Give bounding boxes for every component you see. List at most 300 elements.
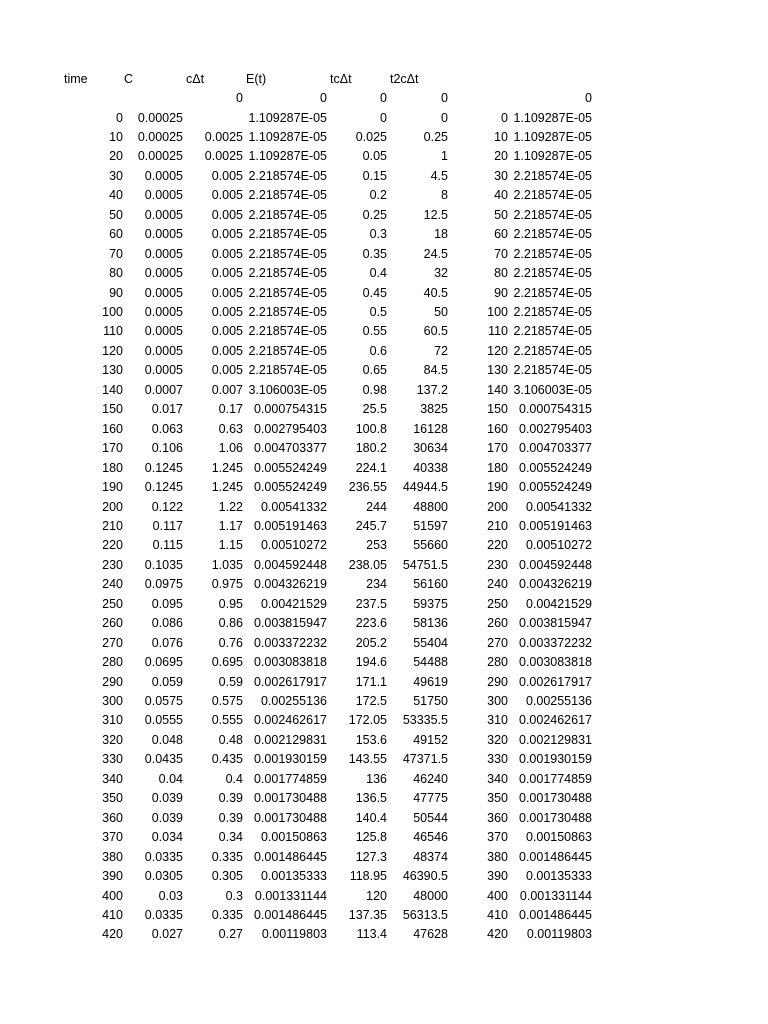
cell-cdt: 0.59 [218,675,243,689]
cell-t2cdt: 50544 [413,811,448,825]
cell-et: 0.004326219 [254,577,327,591]
cell-et: 0.005524249 [254,480,327,494]
cell-et: 0.001930159 [254,752,327,766]
cell-t2cdt: 54751.5 [402,558,448,572]
cell-time-2: 300 [487,694,508,708]
cell-time-2: 420 [487,927,508,941]
cell-et-2: 2.218574E-05 [513,208,592,222]
cell-et: 1.109287E-05 [248,111,327,125]
cell-time-2: 90 [494,286,508,300]
cell-t2cdt: 53335.5 [402,713,448,727]
cell-et-2: 2.218574E-05 [513,266,592,280]
header-cdt: cΔt [186,72,205,86]
cell-time-2: 240 [487,577,508,591]
zero-t2cdt: 0 [441,91,448,105]
cell-tcdt: 25.5 [362,402,387,416]
cell-time-2: 400 [487,889,508,903]
cell-et-2: 0.00119803 [526,927,592,941]
cell-c: 0.0005 [144,324,183,338]
cell-tcdt: 172.05 [348,713,387,727]
cell-et-2: 0.004592448 [519,558,592,572]
cell-tcdt: 237.5 [355,597,387,611]
cell-time: 50 [109,208,123,222]
cell-time-2: 210 [487,519,508,533]
cell-time: 210 [102,519,123,533]
cell-tcdt: 172.5 [355,694,387,708]
cell-t2cdt: 0 [441,111,448,125]
cell-tcdt: 244 [366,500,387,514]
cell-time-2: 220 [487,538,508,552]
cell-et-2: 0.004703377 [519,441,592,455]
cell-cdt: 0.0025 [204,130,243,144]
cell-et: 2.218574E-05 [248,363,327,377]
cell-et: 0.001730488 [254,811,327,825]
cell-t2cdt: 40.5 [423,286,448,300]
cell-et: 0.002462617 [254,713,327,727]
cell-c: 0.1245 [144,461,183,475]
cell-c: 0.039 [151,811,183,825]
cell-t2cdt: 3825 [420,402,448,416]
cell-tcdt: 205.2 [355,636,387,650]
cell-c: 0.00025 [137,111,183,125]
cell-time: 380 [102,850,123,864]
zero-tcdt: 0 [380,91,387,105]
cell-cdt: 1.245 [211,461,243,475]
cell-tcdt: 0.3 [369,227,387,241]
cell-t2cdt: 56160 [413,577,448,591]
cell-time: 340 [102,772,123,786]
cell-t2cdt: 59375 [413,597,448,611]
cell-et: 2.218574E-05 [248,286,327,300]
cell-time: 70 [109,247,123,261]
cell-t2cdt: 54488 [413,655,448,669]
cell-et: 0.001730488 [254,791,327,805]
cell-t2cdt: 49619 [413,675,448,689]
cell-et: 2.218574E-05 [248,247,327,261]
cell-cdt: 0.005 [211,324,243,338]
cell-tcdt: 140.4 [355,811,387,825]
cell-time-2: 340 [487,772,508,786]
cell-time: 300 [102,694,123,708]
cell-time-2: 130 [487,363,508,377]
cell-et: 2.218574E-05 [248,344,327,358]
cell-time-2: 270 [487,636,508,650]
cell-tcdt: 253 [366,538,387,552]
cell-et-2: 0.004326219 [519,577,592,591]
cell-tcdt: 113.4 [356,927,387,941]
cell-time-2: 370 [487,830,508,844]
cell-t2cdt: 84.5 [423,363,448,377]
cell-t2cdt: 16128 [413,422,448,436]
cell-et: 0.001486445 [254,908,327,922]
cell-tcdt: 0.35 [362,247,387,261]
cell-t2cdt: 50 [434,305,448,319]
cell-cdt: 0.005 [211,208,243,222]
cell-time-2: 50 [494,208,508,222]
cell-tcdt: 194.6 [355,655,387,669]
cell-cdt: 0.975 [211,577,243,591]
cell-time: 270 [102,636,123,650]
cell-et-2: 0.002462617 [519,713,592,727]
cell-time-2: 100 [487,305,508,319]
cell-c: 0.0305 [144,869,183,883]
cell-t2cdt: 55404 [413,636,448,650]
cell-et: 0.00119803 [261,927,327,941]
cell-t2cdt: 18 [434,227,448,241]
cell-et-2: 0.001930159 [519,752,592,766]
cell-tcdt: 0.65 [362,363,387,377]
cell-t2cdt: 48374 [413,850,448,864]
cell-t2cdt: 24.5 [423,247,448,261]
cell-et-2: 0.00421529 [525,597,592,611]
cell-t2cdt: 4.5 [430,169,448,183]
cell-et: 1.109287E-05 [248,149,327,163]
cell-c: 0.048 [151,733,183,747]
cell-et-2: 2.218574E-05 [513,344,592,358]
cell-c: 0.106 [151,441,183,455]
cell-cdt: 0.335 [211,908,243,922]
cell-cdt: 1.06 [218,441,243,455]
cell-time-2: 320 [487,733,508,747]
cell-et: 0.001331144 [254,889,327,903]
cell-c: 0.0005 [144,305,183,319]
cell-tcdt: 0.98 [362,383,387,397]
cell-t2cdt: 8 [441,188,448,202]
cell-tcdt: 120 [366,889,387,903]
cell-time-2: 330 [487,752,508,766]
cell-t2cdt: 47775 [413,791,448,805]
cell-c: 0.0005 [144,227,183,241]
cell-time: 150 [102,402,123,416]
cell-time: 240 [102,577,123,591]
cell-cdt: 0.005 [211,247,243,261]
cell-cdt: 0.555 [211,713,243,727]
cell-tcdt: 0.05 [362,149,387,163]
cell-tcdt: 236.55 [348,480,387,494]
zero-e2: 0 [585,91,592,105]
cell-et: 0.00135333 [260,869,327,883]
cell-et-2: 0.002129831 [519,733,592,747]
cell-tcdt: 0.15 [362,169,387,183]
cell-et: 1.109287E-05 [248,130,327,144]
cell-time: 160 [102,422,123,436]
cell-time-2: 250 [487,597,508,611]
cell-et-2: 0.00510272 [525,538,592,552]
cell-time: 390 [102,869,123,883]
cell-c: 0.0005 [144,247,183,261]
cell-et: 0.00510272 [260,538,327,552]
cell-time: 10 [109,130,123,144]
cell-cdt: 0.695 [211,655,243,669]
cell-et: 2.218574E-05 [248,324,327,338]
cell-t2cdt: 137.2 [416,383,448,397]
cell-et-2: 0.000754315 [519,402,592,416]
cell-time: 140 [102,383,123,397]
cell-et-2: 0.003815947 [519,616,592,630]
cell-cdt: 0.17 [218,402,243,416]
cell-et: 0.001486445 [254,850,327,864]
cell-time-2: 0 [501,111,508,125]
cell-cdt: 1.035 [211,558,243,572]
cell-t2cdt: 32 [434,266,448,280]
cell-c: 0.059 [151,675,183,689]
cell-tcdt: 0.025 [355,130,387,144]
cell-c: 0.034 [151,830,183,844]
cell-t2cdt: 0.25 [423,130,448,144]
cell-et: 0.005524249 [254,461,327,475]
cell-c: 0.00025 [137,149,183,163]
cell-c: 0.0005 [144,363,183,377]
cell-time: 360 [102,811,123,825]
cell-cdt: 1.245 [211,480,243,494]
cell-et-2: 0.003372232 [519,636,592,650]
cell-time: 410 [102,908,123,922]
cell-c: 0.03 [158,889,183,903]
cell-time: 420 [102,927,123,941]
cell-c: 0.04 [158,772,183,786]
cell-time-2: 380 [487,850,508,864]
cell-cdt: 0.76 [218,636,243,650]
cell-et: 3.106003E-05 [248,383,327,397]
cell-time-2: 20 [494,149,508,163]
cell-c: 0.0435 [144,752,183,766]
header-time: time [64,72,88,86]
cell-t2cdt: 46240 [413,772,448,786]
cell-time: 40 [109,188,123,202]
zero-cdt: 0 [236,91,243,105]
cell-et-2: 1.109287E-05 [513,130,592,144]
cell-time: 130 [102,363,123,377]
cell-tcdt: 0.4 [369,266,387,280]
cell-et: 0.003372232 [254,636,327,650]
cell-et: 0.00421529 [260,597,327,611]
cell-et-2: 2.218574E-05 [513,188,592,202]
cell-cdt: 0.3 [225,889,243,903]
cell-tcdt: 0.25 [362,208,387,222]
cell-t2cdt: 55660 [413,538,448,552]
cell-time-2: 180 [487,461,508,475]
cell-et-2: 0.003083818 [519,655,592,669]
cell-et-2: 0.005524249 [519,461,592,475]
cell-et: 0.00150863 [260,830,327,844]
cell-t2cdt: 72 [434,344,448,358]
cell-et: 0.003083818 [254,655,327,669]
cell-t2cdt: 47628 [413,927,448,941]
cell-c: 0.00025 [137,130,183,144]
cell-t2cdt: 51597 [413,519,448,533]
cell-cdt: 0.39 [218,791,243,805]
cell-et: 0.00541332 [260,500,327,514]
cell-cdt: 0.95 [218,597,243,611]
cell-cdt: 0.005 [211,266,243,280]
cell-tcdt: 224.1 [355,461,387,475]
cell-tcdt: 223.6 [355,616,387,630]
cell-cdt: 0.27 [218,927,243,941]
cell-et: 2.218574E-05 [248,169,327,183]
zero-et: 0 [320,91,327,105]
cell-c: 0.0335 [144,908,183,922]
cell-cdt: 0.005 [211,188,243,202]
cell-time: 400 [102,889,123,903]
cell-t2cdt: 58136 [413,616,448,630]
cell-t2cdt: 12.5 [423,208,448,222]
cell-c: 0.117 [152,519,183,533]
cell-et: 0.002617917 [254,675,327,689]
cell-et: 0.000754315 [254,402,327,416]
cell-c: 0.0975 [144,577,183,591]
cell-time: 100 [102,305,123,319]
cell-tcdt: 180.2 [355,441,387,455]
cell-c: 0.027 [151,927,183,941]
cell-et: 2.218574E-05 [248,208,327,222]
cell-tcdt: 245.7 [355,519,387,533]
cell-t2cdt: 46390.5 [402,869,448,883]
cell-cdt: 0.005 [211,227,243,241]
cell-tcdt: 127.3 [355,850,387,864]
cell-cdt: 0.005 [211,344,243,358]
cell-cdt: 0.39 [218,811,243,825]
cell-et: 2.218574E-05 [248,188,327,202]
cell-time-2: 120 [487,344,508,358]
cell-time-2: 310 [487,713,508,727]
cell-time: 60 [109,227,123,241]
header-c: C [124,72,134,86]
cell-c: 0.0005 [144,208,183,222]
cell-et: 0.001774859 [254,772,327,786]
cell-time: 260 [102,616,123,630]
cell-et: 0.00255136 [260,694,327,708]
cell-cdt: 1.22 [218,500,243,514]
cell-cdt: 0.005 [211,363,243,377]
cell-t2cdt: 48800 [413,500,448,514]
cell-time: 120 [102,344,123,358]
cell-et: 0.003815947 [254,616,327,630]
cell-time-2: 150 [487,402,508,416]
cell-tcdt: 137.35 [348,908,387,922]
cell-tcdt: 153.6 [355,733,387,747]
cell-time: 30 [109,169,123,183]
cell-cdt: 0.335 [211,850,243,864]
cell-time: 230 [102,558,123,572]
cell-et-2: 2.218574E-05 [513,305,592,319]
cell-et-2: 0.001730488 [519,811,592,825]
cell-time-2: 350 [487,791,508,805]
cell-cdt: 0.435 [211,752,243,766]
cell-time-2: 60 [494,227,508,241]
cell-time: 350 [102,791,123,805]
cell-c: 0.0695 [144,655,183,669]
cell-tcdt: 100.8 [355,422,387,436]
cell-tcdt: 171.1 [355,675,387,689]
cell-c: 0.017 [151,402,183,416]
cell-time: 320 [102,733,123,747]
cell-time-2: 140 [487,383,508,397]
cell-c: 0.039 [151,791,183,805]
cell-time: 80 [109,266,123,280]
cell-cdt: 0.48 [218,733,243,747]
cell-tcdt: 0 [380,111,387,125]
cell-et-2: 2.218574E-05 [513,324,592,338]
header-t2cdt: t2cΔt [390,72,419,86]
cell-cdt: 0.0025 [204,149,243,163]
cell-et-2: 0.00255136 [525,694,592,708]
cell-cdt: 0.005 [211,305,243,319]
cell-et-2: 0.00541332 [525,500,592,514]
cell-time-2: 40 [494,188,508,202]
cell-tcdt: 0.45 [362,286,387,300]
cell-tcdt: 136 [366,772,387,786]
cell-c: 0.115 [152,538,183,552]
cell-time-2: 410 [487,908,508,922]
cell-c: 0.1035 [144,558,183,572]
cell-et: 2.218574E-05 [248,266,327,280]
cell-tcdt: 0.55 [362,324,387,338]
cell-cdt: 0.005 [211,286,243,300]
cell-et: 0.005191463 [254,519,327,533]
cell-time: 280 [102,655,123,669]
cell-et: 2.218574E-05 [248,305,327,319]
cell-et-2: 2.218574E-05 [513,286,592,300]
cell-t2cdt: 40338 [413,461,448,475]
cell-et-2: 0.002617917 [519,675,592,689]
cell-c: 0.063 [151,422,183,436]
cell-c: 0.0005 [144,286,183,300]
cell-time: 330 [102,752,123,766]
cell-time: 20 [109,149,123,163]
cell-tcdt: 118.95 [349,869,387,883]
cell-time: 110 [103,324,123,338]
cell-et: 2.218574E-05 [248,227,327,241]
cell-t2cdt: 44944.5 [402,480,448,494]
cell-c: 0.0555 [144,713,183,727]
cell-time: 250 [102,597,123,611]
cell-tcdt: 238.05 [348,558,387,572]
cell-cdt: 0.005 [211,169,243,183]
cell-et-2: 1.109287E-05 [513,149,592,163]
cell-c: 0.0335 [144,850,183,864]
cell-et: 0.004592448 [254,558,327,572]
cell-et-2: 0.00150863 [525,830,592,844]
cell-t2cdt: 48000 [413,889,448,903]
cell-time: 200 [102,500,123,514]
cell-et-2: 1.109287E-05 [513,111,592,125]
cell-c: 0.1245 [144,480,183,494]
cell-c: 0.0005 [144,344,183,358]
cell-time-2: 230 [487,558,508,572]
cell-et-2: 0.002795403 [519,422,592,436]
cell-cdt: 0.4 [225,772,243,786]
cell-et: 0.002795403 [254,422,327,436]
cell-et-2: 2.218574E-05 [513,227,592,241]
cell-time-2: 390 [487,869,508,883]
cell-t2cdt: 47371.5 [402,752,448,766]
cell-cdt: 0.007 [211,383,243,397]
cell-tcdt: 136.5 [355,791,387,805]
cell-c: 0.0005 [144,169,183,183]
cell-cdt: 0.34 [218,830,243,844]
cell-c: 0.0575 [144,694,183,708]
cell-tcdt: 125.8 [355,830,387,844]
cell-et: 0.002129831 [254,733,327,747]
cell-cdt: 1.15 [218,538,243,552]
header-tcdt: tcΔt [330,72,352,86]
cell-et-2: 0.00135333 [525,869,592,883]
cell-tcdt: 0.5 [369,305,387,319]
cell-time: 310 [102,713,123,727]
cell-cdt: 0.86 [218,616,243,630]
cell-et-2: 2.218574E-05 [513,169,592,183]
cell-t2cdt: 60.5 [423,324,448,338]
